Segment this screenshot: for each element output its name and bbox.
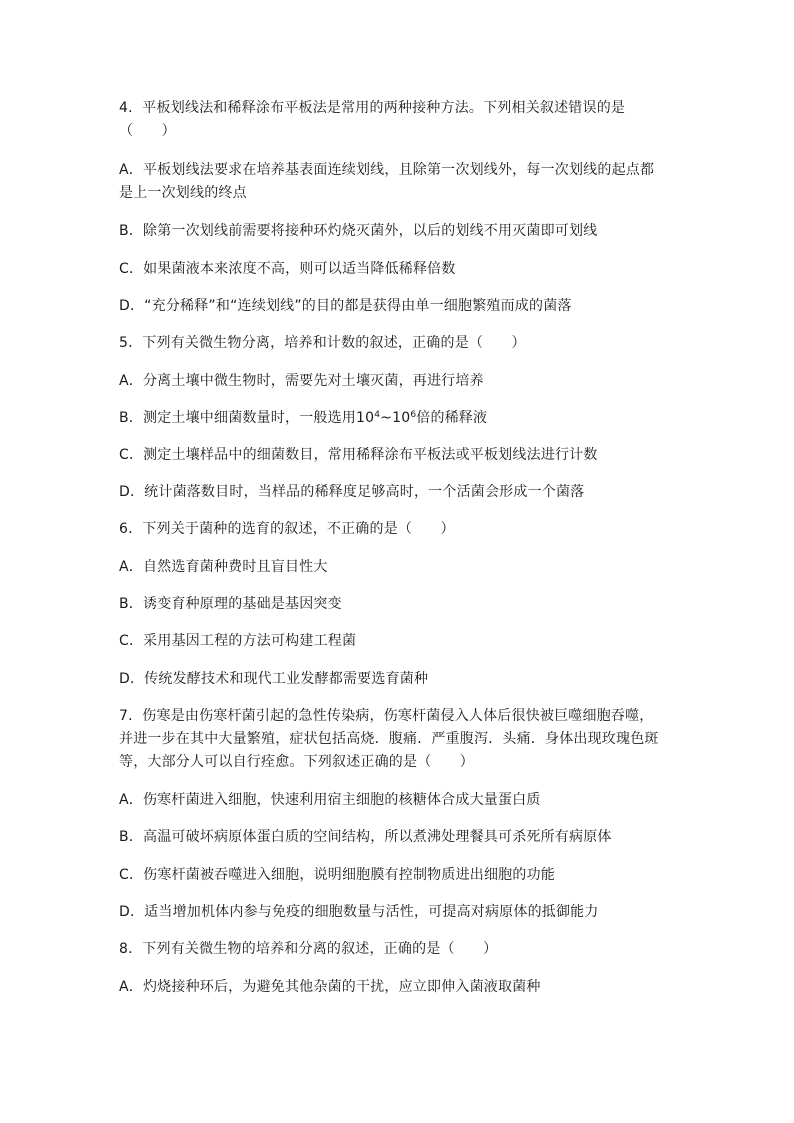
q8-stem: 8．下列有关微生物的培养和分离的叙述，正确的是（ ）: [119, 941, 498, 957]
q4-option-b: B．除第一次划线前需要将接种环灼烧灭菌外，以后的划线不用灭菌即可划线: [119, 223, 598, 239]
q7-option-b: B．高温可破坏病原体蛋白质的空间结构，所以煮沸处理餐具可杀死所有病原体: [119, 829, 612, 845]
q7-option-c: C．伤寒杆菌被吞噬进入细胞，说明细胞膜有控制物质进出细胞的功能: [119, 867, 555, 883]
q6-option-a: A．自然选育菌种费时且盲目性大: [119, 559, 328, 575]
q4-stem-line1: 4．平板划线法和稀释涂布平板法是常用的两种接种方法。下列相关叙述错误的是: [119, 100, 626, 116]
q8-option-a: A．灼烧接种环后，为避免其他杂菌的干扰，应立即伸入菌液取菌种: [119, 979, 541, 995]
q4-option-d: D．“充分稀释”和“连续划线”的目的都是获得由单一细胞繁殖而成的菌落: [119, 298, 572, 314]
q7-option-d: D．适当增加机体内参与免疫的细胞数量与活性，可提高对病原体的抵御能力: [119, 904, 599, 920]
q5-option-b-mid: ~10: [380, 410, 411, 426]
q4-option-c: C．如果菌液本来浓度不高，则可以适当降低稀释倍数: [119, 261, 456, 277]
q5-option-c: C．测定土壤样品中的细菌数目，常用稀释涂布平板法或平板划线法进行计数: [119, 447, 598, 463]
q5-option-b-prefix: B．测定土壤中细菌数量时，一般选用10: [119, 410, 375, 426]
q6-option-b: B．诱变育种原理的基础是基因突变: [119, 596, 342, 612]
q5-stem: 5．下列有关微生物分离，培养和计数的叙述，正确的是（ ）: [119, 335, 526, 351]
q6-stem: 6．下列关于菌种的选育的叙述，不正确的是（ ）: [119, 521, 455, 537]
q5-option-b-exponent2: 6: [410, 410, 417, 420]
q7-stem-line2: 并进一步在其中大量繁殖，症状包括高烧．腹痛．严重腹泻．头痛．身体出现玫瑰色斑: [119, 731, 659, 747]
q7-stem-line1: 7．伤寒是由伤寒杆菌引起的急性传染病，伤寒杆菌侵入人体后很快被巨噬细胞吞噬，: [119, 708, 654, 724]
q5-option-a: A．分离土壤中微生物时，需要先对土壤灭菌，再进行培养: [119, 373, 484, 389]
q7-stem-line3: 等，大部分人可以自行痊愈。下列叙述正确的是（ ）: [119, 754, 474, 770]
q4-stem-line2: （ ）: [119, 123, 176, 139]
q6-option-c: C．采用基因工程的方法可构建工程菌: [119, 633, 357, 649]
q5-option-b: [119, 408, 487, 428]
q6-option-d: D．传统发酵技术和现代工业发酵都需要选育菌种: [119, 671, 429, 687]
q7-option-a: A．伤寒杆菌进入细胞，快速利用宿主细胞的核糖体合成大量蛋白质: [119, 792, 541, 808]
q5-option-b-suffix: 倍的稀释液: [416, 410, 488, 426]
q4-option-a-line1: A．平板划线法要求在培养基表面连续划线，且除第一次划线外，每一次划线的起点都: [119, 162, 655, 178]
q4-option-a-line2: 是上一次划线的终点: [119, 185, 247, 201]
q5-option-b-exponent1: 4: [374, 410, 381, 420]
q5-option-d: D．统计菌落数目时，当样品的稀释度足够高时，一个活菌会形成一个菌落: [119, 484, 585, 500]
